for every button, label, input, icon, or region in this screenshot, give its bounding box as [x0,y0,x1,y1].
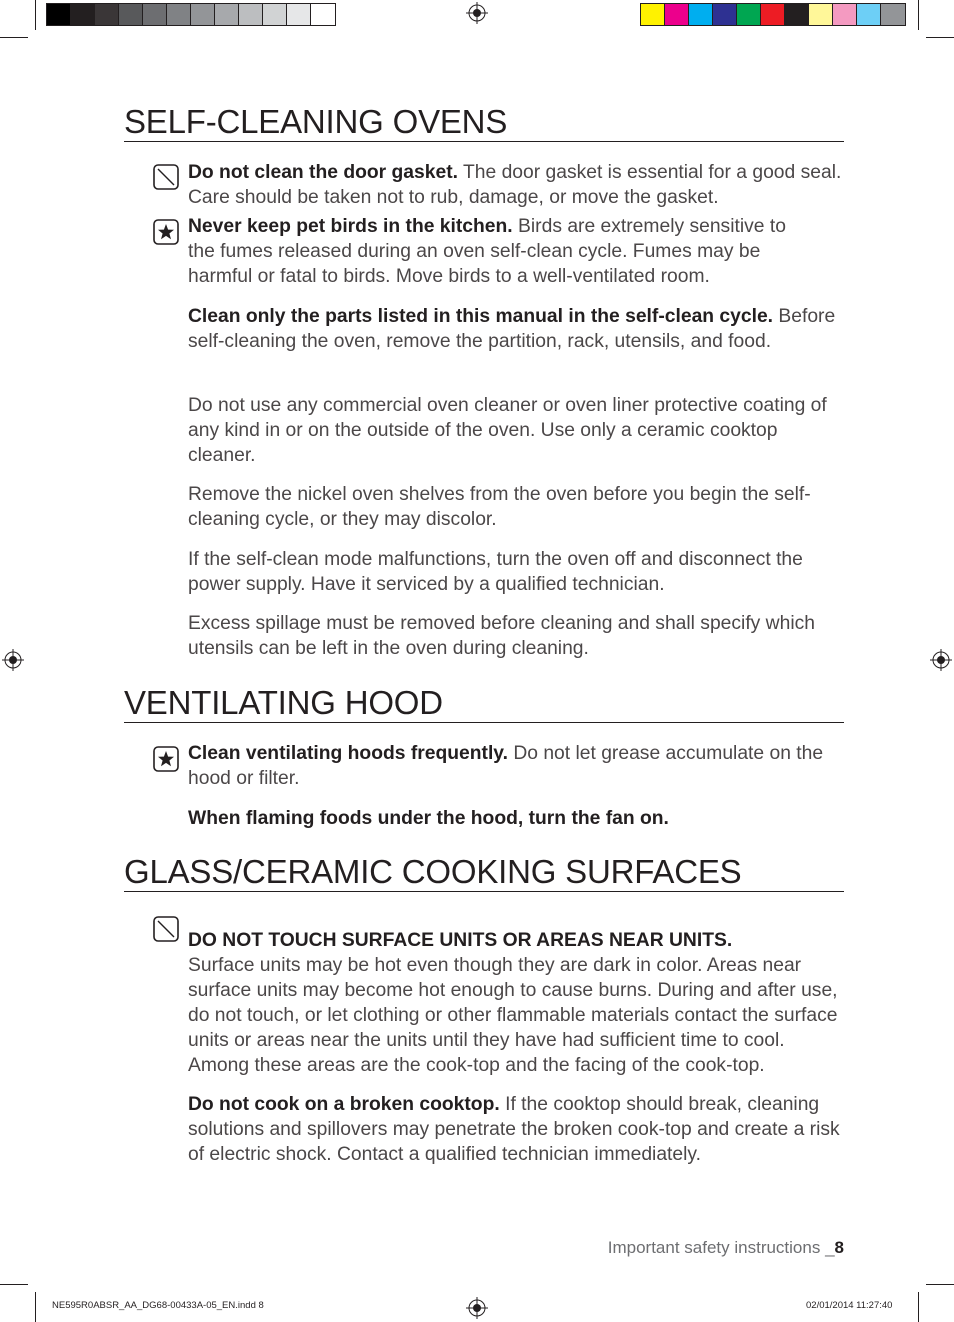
crop-mark [926,1284,954,1285]
body-text: If the self-clean mode malfunctions, turn the oven off and disconnect the power supply. Have it serviced by a qualified technician. [188,549,803,595]
crop-mark [918,0,919,30]
body-text: Excess spillage must be removed before cleaning and shall specify which utensils can be left in the oven during cleaning. [188,613,815,659]
crop-mark [35,1292,36,1322]
gray-swatch [47,4,71,25]
lead-text: Clean ventilating hoods frequently. [188,743,508,764]
crop-mark [0,1284,28,1285]
lead-text: DO NOT TOUCH SURFACE UNITS OR AREAS NEAR UNITS. [188,930,733,951]
gray-swatch [239,4,263,25]
gray-color-bar [46,3,336,26]
gray-swatch [191,4,215,25]
color-swatch [881,4,905,25]
gray-swatch [71,4,95,25]
body-text: Remove the nickel oven shelves from the oven before you begin the self-cleaning cycle, or they may discolor. [188,484,811,530]
lead-text: When flaming foods under the hood, turn the fan on. [188,808,669,829]
warning-star-icon [153,219,179,245]
gray-swatch [95,4,119,25]
color-swatch [641,4,665,25]
registration-mark-icon [466,2,488,24]
color-swatch [665,4,689,25]
page-number: 8 [834,1238,844,1257]
color-swatch [689,4,713,25]
footer-label: Important safety instructions _ [607,1238,835,1257]
slug-timestamp: 02/01/2014 11:27:40 [806,1300,893,1311]
gray-swatch [119,4,143,25]
gray-swatch [167,4,191,25]
gray-swatch [287,4,311,25]
crop-mark [35,0,36,30]
body-text: Do not use any commercial oven cleaner or oven liner protective coating of any kind in or on the outside of the oven. Use only a ceramic cooktop cleaner. [188,395,827,466]
section-title: VENTILATING HOOD [124,685,844,723]
prohibition-icon [153,916,179,942]
body-text: The door gasket is essential for a good seal. Care should be taken not to rub, damage, or move the gasket. [188,162,842,208]
paragraph [188,304,844,354]
lead-text: Do not clean the door gasket. [188,162,458,183]
gray-swatch [263,4,287,25]
color-swatch [737,4,761,25]
section-title: SELF-CLEANING OVENS [124,104,844,142]
lead-text: Never keep pet birds in the kitchen. [188,216,513,237]
gray-swatch [311,4,335,25]
color-swatch [713,4,737,25]
paragraph [188,1092,848,1167]
paragraph [188,741,844,791]
prohibition-icon [153,164,179,190]
slug-filename: NE595R0ABSR_AA_DG68-00433A-05_EN.indd 8 [52,1300,264,1311]
paragraph [188,393,844,468]
paragraph [188,806,844,831]
body-text: Before self-cleaning the oven, remove the partition, rack, utensils, and food. [188,306,836,352]
color-swatch [833,4,857,25]
color-swatch [809,4,833,25]
body-text: Surface units may be hot even though they are dark in color. Areas near surface units may become hot enough to cause burns. During and after use, do not touch, or let clothing or other flammable materials contact the surface units or areas near the units until they have had sufficient time to cool. Among these areas are the cook-top and the facing of the cook-top. [188,955,838,1076]
paragraph [188,547,844,597]
process-color-bar [640,3,906,26]
registration-mark-icon [2,649,24,671]
section-title: GLASS/CERAMIC COOKING SURFACES [124,854,844,892]
page-footer [608,1238,844,1258]
body-text: If the cooktop should break, cleaning solutions and spillovers may penetrate the broken cook-top and create a risk of electric shock. Contact a qualified technician immediately. [188,1094,840,1165]
crop-mark [0,37,28,38]
paragraph [188,160,844,210]
lead-text: Clean only the parts listed in this manual in the self-clean cycle. [188,306,774,327]
registration-mark-icon [466,1297,488,1319]
gray-swatch [215,4,239,25]
paragraph [188,214,808,289]
color-swatch [857,4,881,25]
color-swatch [761,4,785,25]
paragraph [188,611,844,661]
crop-mark [918,1292,919,1322]
warning-star-icon [153,746,179,772]
color-swatch [785,4,809,25]
paragraph [188,928,848,1078]
lead-text: Do not cook on a broken cooktop. [188,1094,500,1115]
paragraph [188,482,844,532]
gray-swatch [143,4,167,25]
registration-mark-icon [930,649,952,671]
body-text: Birds are extremely sensitive to the fumes released during an oven self-clean cycle. Fumes may be harmful or fatal to birds. Move birds to a well-ventilated room. [188,216,786,287]
crop-mark [926,37,954,38]
body-text: Do not let grease accumulate on the hood or filter. [188,743,824,789]
